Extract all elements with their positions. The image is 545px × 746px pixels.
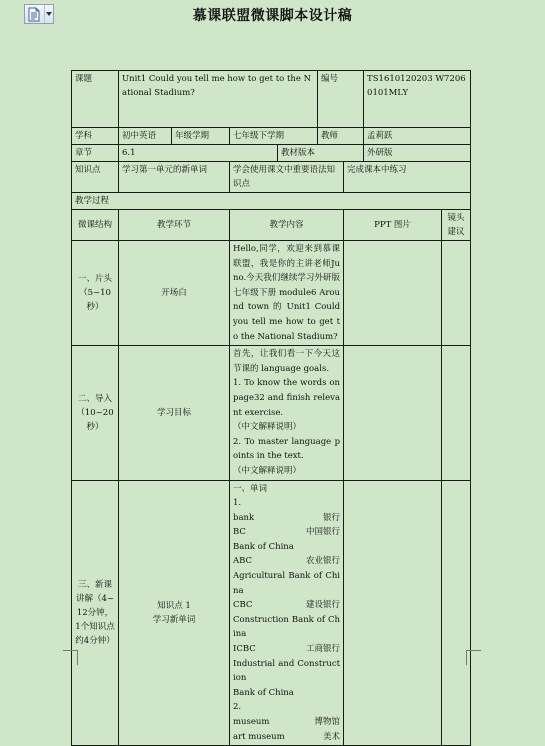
vocab-number: 2. xyxy=(233,702,242,713)
vocab-cn: 建设银行 xyxy=(306,600,341,611)
vocab-heading: 一、单词 xyxy=(233,483,268,494)
vocab-en: Bank of China xyxy=(233,541,294,552)
vocab-cn: 工商银行 xyxy=(306,644,341,655)
vocab-en: Bank of China xyxy=(233,687,294,698)
code-label: 编号 xyxy=(318,71,364,128)
vocab-en: bank xyxy=(233,512,255,523)
vocab-en: ICBC xyxy=(233,644,256,655)
script-table xyxy=(71,70,471,746)
row1-shot xyxy=(442,241,471,346)
subject-value: 初中英语 xyxy=(119,128,172,145)
row2-shot xyxy=(442,346,471,480)
row2-phase: 学习目标 xyxy=(119,346,230,480)
teacher-value: 孟莉跃 xyxy=(364,128,471,145)
topic-value: Unit1 Could you tell me how to get to the National Stadium? xyxy=(119,71,318,128)
vocab-entry xyxy=(233,686,340,701)
row1-ppt xyxy=(344,241,442,346)
vocab-entry xyxy=(233,511,340,526)
vocab-entry xyxy=(233,715,340,730)
teacher-label: 教师 xyxy=(318,128,364,145)
code-value: TS1610120203 W72060101MLY xyxy=(364,71,471,128)
row3-phase-line: 知识点 1 xyxy=(157,600,191,611)
vocab-entry xyxy=(233,540,340,555)
vocab-en: BC xyxy=(233,527,246,538)
textbook-label: 教材版本 xyxy=(278,145,364,162)
row3-structure: 三、新课讲解（4~12分钟，1个知识点约4分钟） xyxy=(72,480,119,746)
vocab-cn: 银行 xyxy=(323,512,341,523)
subject-label: 学科 xyxy=(72,128,119,145)
vocab-cn: 博物馆 xyxy=(314,717,341,727)
vocab-number: 1. xyxy=(233,498,242,509)
col-content: 教学内容 xyxy=(230,210,344,241)
row2-content xyxy=(230,346,344,480)
vocab-en: museum xyxy=(233,717,270,727)
chapter-label: 章节 xyxy=(72,145,119,162)
vocab-en: CBC xyxy=(233,600,253,611)
row3-ppt xyxy=(344,480,442,746)
col-ppt: PPT 图片 xyxy=(344,210,442,241)
term-label: 年级学期 xyxy=(172,128,230,145)
topic-label: 课题 xyxy=(72,71,119,128)
row1-phase: 开场白 xyxy=(119,241,230,346)
col-phase: 教学环节 xyxy=(119,210,230,241)
vocab-entry xyxy=(233,525,340,540)
vocab-entry xyxy=(233,598,340,613)
vocab-entry xyxy=(233,613,340,642)
col-shot: 镜头建议 xyxy=(442,210,471,241)
vocab-list xyxy=(233,511,340,701)
knowledge-value: 学习第一单元的新单词 xyxy=(119,162,230,193)
vocab-en: ABC xyxy=(233,556,253,567)
page-title: 慕课联盟微课脚本设计稿 xyxy=(192,8,353,24)
vocab-entry xyxy=(233,657,340,686)
textbook-value: 外研版 xyxy=(364,145,471,162)
row2-line: 2. To master language points in the text. xyxy=(233,436,341,462)
row3-content xyxy=(230,480,344,746)
row3-phase xyxy=(119,480,230,746)
row1-content: Hello,同学，欢迎来到慕课联盟，我是你的主讲老师Juno.今天我们继续学习外研版七年级下册 module6 Around town 的 Unit1 Could you tell me how to get to the National Stadium? xyxy=(230,241,344,346)
knowledge-label: 知识点 xyxy=(72,162,119,193)
row3-phase-line: 学习新单词 xyxy=(152,614,196,625)
vocab-en: Agricultural Bank of China xyxy=(233,571,341,596)
row2-ppt xyxy=(344,346,442,480)
chapter-value: 6.1 xyxy=(119,145,278,162)
vocab-cn: 农业银行 xyxy=(306,556,341,567)
vocab-en: Construction Bank of China xyxy=(233,614,341,640)
vocab-entry xyxy=(233,569,340,598)
page-corner-mark xyxy=(466,650,481,665)
row2-structure: 二、导入（10~20秒） xyxy=(72,346,119,480)
row2-line: （中文解释说明） xyxy=(233,465,302,476)
knowledge-use-value: 学会使用课文中重要语法知识点 xyxy=(230,162,344,193)
vocab-cn: 美术 xyxy=(323,731,341,742)
row1-structure: 一、片头（5~10秒） xyxy=(72,241,119,346)
row2-line: （中文解释说明） xyxy=(233,422,302,433)
col-structure: 微课结构 xyxy=(72,210,119,241)
row2-line: 首先，让我们看一下今天这节课的 language goals. xyxy=(233,349,341,374)
page-corner-mark xyxy=(63,650,78,665)
vocab-entry xyxy=(233,730,340,745)
vocab-entry xyxy=(233,554,340,569)
vocab-en: Industrial and Construction xyxy=(233,658,341,684)
vocab-en: art museum xyxy=(233,731,285,742)
process-label: 教学过程 xyxy=(72,193,471,210)
knowledge-exercise-value: 完成课本中练习 xyxy=(344,162,471,193)
row3-shot xyxy=(442,480,471,746)
term-value: 七年级下学期 xyxy=(230,128,318,145)
vocab-list-2 xyxy=(233,715,340,744)
vocab-cn: 中国银行 xyxy=(306,527,341,538)
row2-line: 1. To know the words on page32 and finish relevant exercise. xyxy=(233,378,341,418)
vocab-entry xyxy=(233,642,340,657)
